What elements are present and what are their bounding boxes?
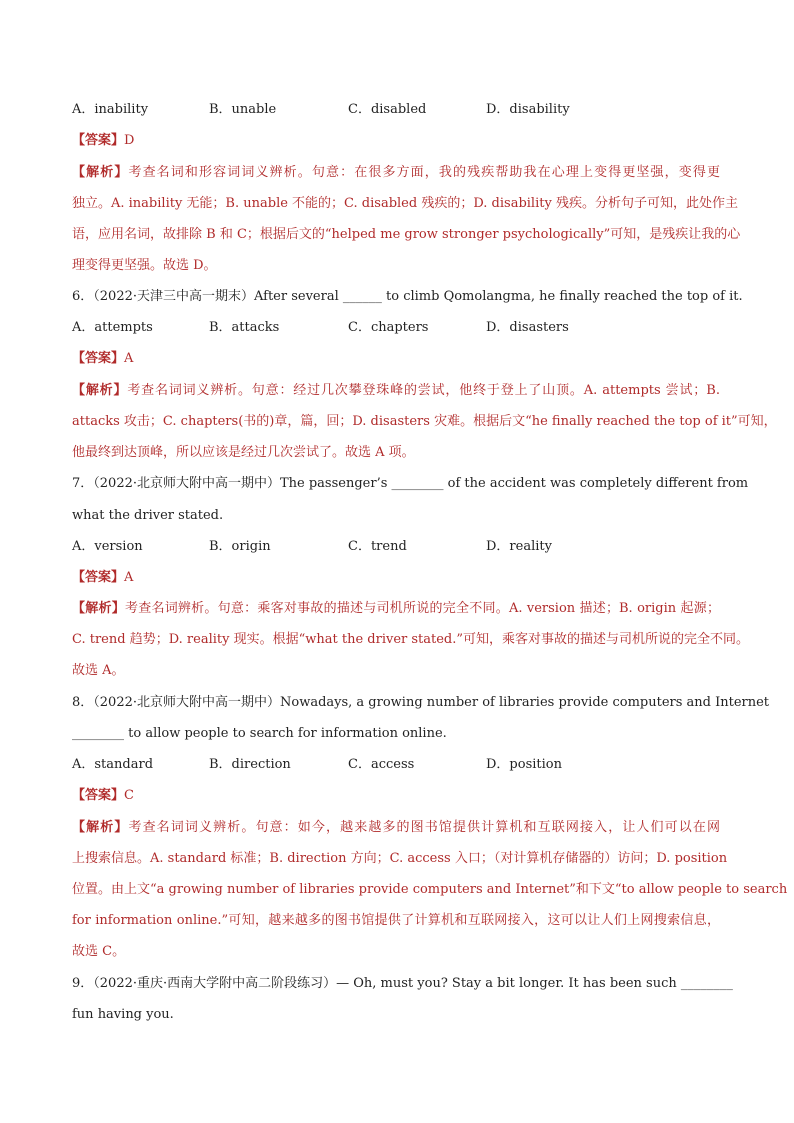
answer-value: A [124,351,134,366]
analysis-tag: 【解析】 [72,820,129,835]
analysis-tag: 【解析】 [72,165,129,180]
analysis-tag: 【解析】 [72,601,125,616]
q8-option-b: B．direction [209,757,291,772]
answer-tag: 【答案】 [72,570,125,585]
q7-stem-line-2: what the driver stated. [72,508,224,523]
q8-analysis-line-3: 位置。由上文“a growing number of libraries provide computers and Internet”和下文“to allow people to search [72,882,788,897]
analysis-text: 考查名词词义辨析。句意：经过几次攀登珠峰的尝试，他终于登上了山顶。A. attempts 尝试；B. [127,383,720,398]
q8-option-d: D．position [486,757,562,772]
answer-tag: 【答案】 [72,133,125,148]
q7-analysis-line-3: 故选 A。 [72,663,125,678]
q9-stem-line-2: fun having you. [72,1007,174,1022]
answer-tag: 【答案】 [72,788,125,803]
q8-stem-line-2: ________ to allow people to search for information online. [72,726,447,741]
q6-option-b: B．attacks [209,320,280,335]
q7-analysis-line-1 [72,600,720,618]
q5-option-a: A．inability [72,102,149,117]
q7-answer [72,569,133,587]
answer-tag: 【答案】 [72,351,125,366]
answer-value: C [124,788,134,803]
q8-analysis-line-5: 故选 C。 [72,944,126,959]
q6-option-c: C．chapters [348,320,429,335]
q6-stem: 6．（2022·天津三中高一期末）After several ______ to climb Qomolangma, he finally reached the top of it. [72,289,743,304]
q5-answer [72,132,134,150]
q7-option-a: A．version [72,539,143,554]
q8-answer [72,787,134,805]
q7-analysis-line-2: C. trend 趋势；D. reality 现实。根据“what the driver stated.”可知，乘客对事故的描述与司机所说的完全不同。 [72,632,750,647]
q5-option-b: B．unable [209,102,277,117]
q8-stem-line-1: 8．（2022·北京师大附中高一期中）Nowadays, a growing number of libraries provide computers and Internet [72,695,770,710]
q8-analysis-line-4: for information online.”可知，越来越多的图书馆提供了计算机和互联网接入，这可以让人们上网搜索信息， [72,913,720,928]
analysis-text: 考查名词辨析。句意：乘客对事故的描述与司机所说的完全不同。A. version 描述；B. origin 起源； [124,601,720,616]
q6-option-d: D．disasters [486,320,569,335]
analysis-text: 考查名词和形容词词义辨析。句意：在很多方面，我的残疾帮助我在心理上变得更坚强，变得更 [128,165,720,180]
q7-option-b: B．origin [209,539,271,554]
q5-analysis-line-2: 独立。A. inability 无能；B. unable 不能的；C. disabled 残疾的；D. disability 残疾。分析句子可知，此处作主 [72,196,738,211]
q8-analysis-line-1 [72,819,720,837]
answer-value: A [124,570,134,585]
q6-option-a: A．attempts [72,320,153,335]
q5-option-c: C．disabled [348,102,427,117]
q7-option-d: D．reality [486,539,552,554]
q8-analysis-line-2: 上搜索信息。A. standard 标准；B. direction 方向；C. access 入口；（对计算机存储器的）访问；D. position [72,851,728,866]
q5-analysis-line-1 [72,164,720,182]
q6-answer [72,350,133,368]
q5-analysis-line-3: 语，应用名词，故排除 B 和 C；根据后文的“helped me grow stronger psychologically”可知，是残疾让我的心 [72,227,741,242]
q9-stem-line-1: 9．（2022·重庆·西南大学附中高二阶段练习）— Oh, must you? Stay a bit longer. It has been such ________ [72,976,733,991]
analysis-text: 考查名词词义辨析。句意：如今，越来越多的图书馆提供计算机和互联网接入，让人们可以在网 [128,820,720,835]
q7-option-c: C．trend [348,539,407,554]
q8-option-a: A．standard [72,757,154,772]
q6-analysis-line-1 [72,382,720,400]
q8-option-c: C．access [348,757,415,772]
q6-analysis-line-2: attacks 攻击；C. chapters(书的)章，篇，回；D. disasters 灾难。根据后文“he finally reached the top of it”可知， [72,414,777,429]
answer-value: D [124,133,135,148]
q5-option-d: D．disability [486,102,570,117]
q6-analysis-line-3: 他最终到达顶峰，所以应该是经过几次尝试了。故选 A 项。 [72,445,415,460]
q7-stem-line-1: 7．（2022·北京师大附中高一期中）The passenger’s ________ of the accident was completely different from [72,476,749,491]
analysis-tag: 【解析】 [72,383,128,398]
q5-analysis-line-4: 理变得更坚强。故选 D。 [72,258,217,273]
